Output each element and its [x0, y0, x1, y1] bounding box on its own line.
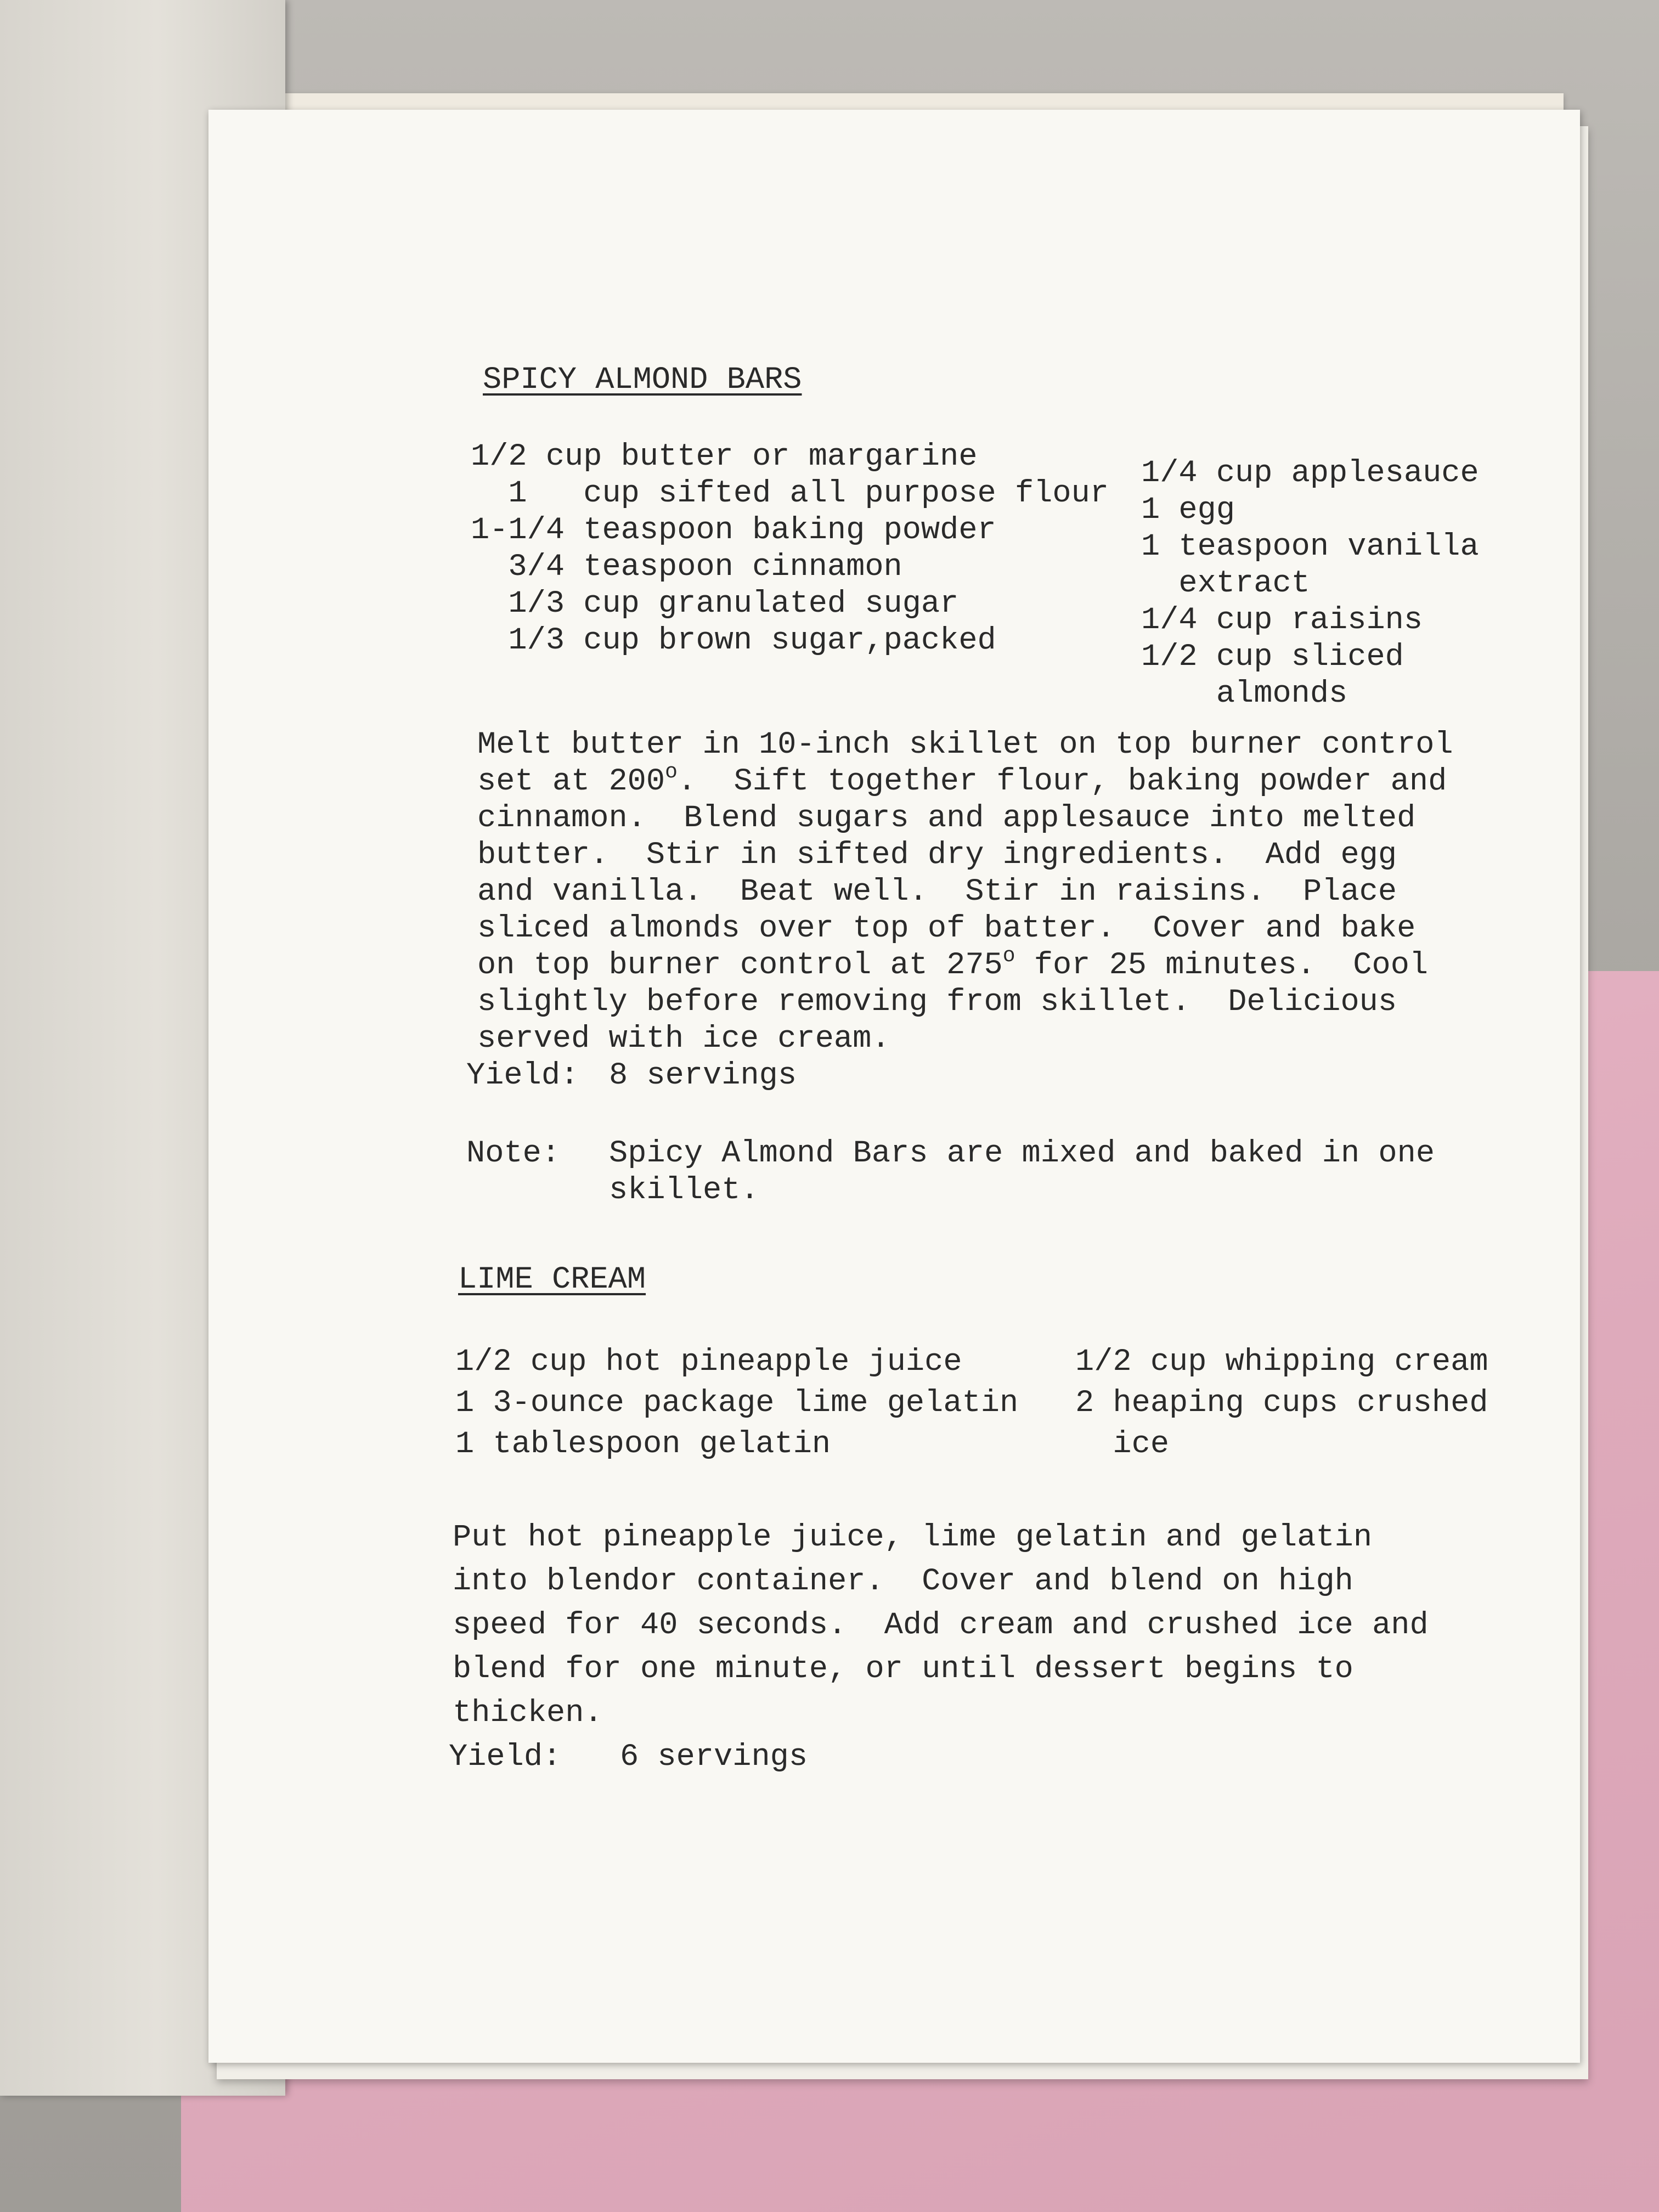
method-line: thicken. — [453, 1696, 603, 1731]
yield-label: Yield: — [449, 1740, 562, 1775]
ingredient-line: 1 3-ounce package lime gelatin — [455, 1386, 1019, 1421]
ingredient-line: 1-1/4 teaspoon baking powder — [471, 513, 996, 548]
method-line: butter. Stir in sifted dry ingredients. Add egg — [477, 838, 1397, 873]
ingredient-line: 1 tablespoon gelatin — [455, 1427, 831, 1462]
method-line: Put hot pineapple juice, lime gelatin and gelatin — [453, 1520, 1373, 1555]
ingredient-line: 2 heaping cups crushed — [1075, 1386, 1488, 1421]
note-line: skillet. — [609, 1173, 759, 1208]
ingredient-line: 3/4 teaspoon cinnamon — [471, 550, 902, 585]
method-line: cinnamon. Blend sugars and applesauce into melted — [477, 801, 1416, 836]
yield-value: 6 servings — [620, 1740, 808, 1775]
method-line: sliced almonds over top of batter. Cover and bake — [477, 911, 1416, 946]
ingredient-line: almonds — [1141, 676, 1348, 712]
ingredient-line: 1/4 cup raisins — [1141, 603, 1423, 638]
note-line: Spicy Almond Bars are mixed and baked in one — [609, 1136, 1435, 1171]
note-label: Note: — [466, 1136, 561, 1171]
ingredient-line: ice — [1075, 1427, 1170, 1462]
method-line: slightly before removing from skillet. Delicious — [477, 985, 1397, 1020]
ingredient-line: 1/2 cup sliced — [1141, 640, 1404, 675]
method-line: and vanilla. Beat well. Stir in raisins. Place — [477, 874, 1397, 910]
typed-text-area — [208, 110, 1580, 2063]
method-line: set at 200$^o$. Sift together flour, baking powder and — [477, 760, 1447, 799]
ingredient-line: 1/4 cup applesauce — [1141, 456, 1479, 491]
yield-value: 8 servings — [609, 1058, 797, 1093]
method-line: on top burner control at 275$^o$ for 25 minutes. Cool — [477, 944, 1429, 983]
method-line: speed for 40 seconds. Add cream and crushed ice and — [453, 1608, 1429, 1643]
ingredient-line: extract — [1141, 566, 1310, 601]
degree-symbol: o — [1002, 944, 1015, 968]
degree-symbol: o — [665, 760, 678, 784]
recipe-page — [208, 110, 1580, 2063]
method-line: blend for one minute, or until dessert begins to — [453, 1652, 1353, 1687]
ingredient-line: 1 teaspoon vanilla — [1141, 529, 1479, 565]
recipe-title-lime-cream: LIME CREAM — [458, 1262, 646, 1297]
ingredient-line: 1 egg — [1141, 493, 1235, 528]
ingredient-line: 1/3 cup brown sugar,packed — [471, 623, 996, 658]
method-line: into blendor container. Cover and blend on high — [453, 1564, 1353, 1599]
ingredient-line: 1/2 cup hot pineapple juice — [455, 1345, 962, 1380]
yield-label: Yield: — [466, 1058, 579, 1093]
ingredient-line: 1/2 cup butter or margarine — [471, 439, 978, 475]
ingredient-line: 1/3 cup granulated sugar — [471, 586, 959, 622]
ingredient-line: 1/2 cup whipping cream — [1075, 1345, 1488, 1380]
ingredient-line: 1 cup sifted all purpose flour — [471, 476, 1109, 511]
recipe-title-spicy-almond-bars: SPICY ALMOND BARS — [483, 363, 802, 398]
method-line: Melt butter in 10-inch skillet on top burner control — [477, 727, 1453, 763]
method-line: served with ice cream. — [477, 1022, 890, 1057]
